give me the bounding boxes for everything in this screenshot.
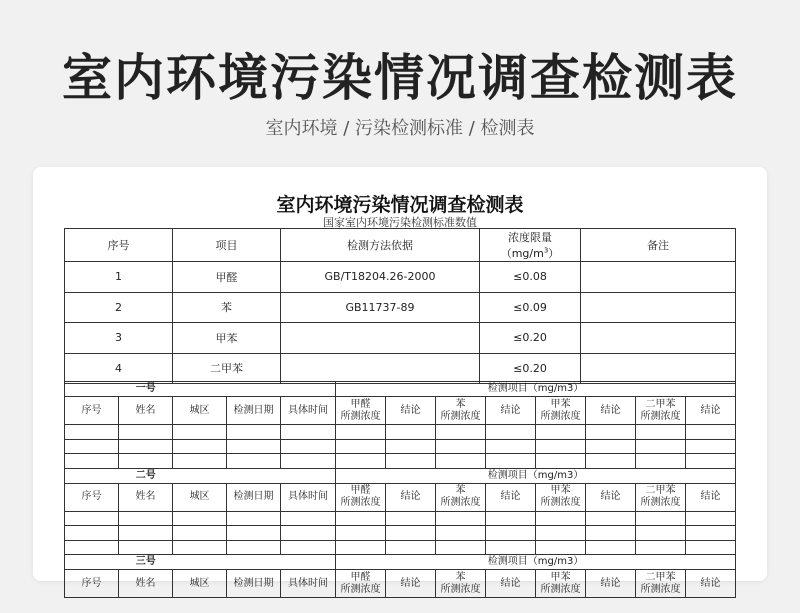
col-conclusion: 结论 xyxy=(686,397,736,425)
row-index: 3 xyxy=(65,323,173,354)
group-header-row xyxy=(65,397,736,425)
blank-row xyxy=(65,425,736,440)
blank-row xyxy=(65,540,736,555)
col-conclusion: 结论 xyxy=(486,397,536,425)
col-date: 检测日期 xyxy=(227,570,281,598)
row-note xyxy=(581,292,736,323)
group-items-label: 检测项目（mg/m3） xyxy=(336,468,736,483)
blank-row xyxy=(65,511,736,526)
table-row xyxy=(65,262,736,293)
header-method: 检测方法依据 xyxy=(281,229,480,262)
col-toluene xyxy=(536,483,586,511)
col-name: 姓名 xyxy=(119,570,173,598)
col-formaldehyde xyxy=(336,397,386,425)
row-note xyxy=(581,353,736,384)
col-formaldehyde-l2: 所测浓度 xyxy=(340,497,381,508)
col-benzene-l2: 所测浓度 xyxy=(440,497,481,508)
row-index: 1 xyxy=(65,262,173,293)
header-limit-sup: 3 xyxy=(543,246,549,255)
standards-header-row xyxy=(65,229,736,262)
col-index: 序号 xyxy=(65,483,119,511)
col-conclusion: 结论 xyxy=(486,570,536,598)
standards-table xyxy=(64,228,736,384)
table-row xyxy=(65,292,736,323)
col-toluene-l1: 甲苯 xyxy=(550,485,571,496)
col-xylene-l1: 二甲苯 xyxy=(645,485,676,496)
col-xylene xyxy=(636,483,686,511)
col-index: 序号 xyxy=(65,570,119,598)
col-district: 城区 xyxy=(173,397,227,425)
col-time: 具体时间 xyxy=(281,397,336,425)
col-conclusion: 结论 xyxy=(586,483,636,511)
col-toluene xyxy=(536,397,586,425)
col-benzene-l2: 所测浓度 xyxy=(440,410,481,422)
col-conclusion: 结论 xyxy=(686,570,736,598)
table-row xyxy=(65,323,736,354)
col-time: 具体时间 xyxy=(281,570,336,598)
col-xylene xyxy=(636,397,686,425)
hero-subtitle: 室内环境 / 污染检测标准 / 检测表 xyxy=(265,118,535,139)
col-toluene-l2: 所测浓度 xyxy=(540,410,581,422)
blank-row xyxy=(65,454,736,469)
col-formaldehyde-l2: 所测浓度 xyxy=(340,410,381,422)
row-method: GB/T18204.26-2000 xyxy=(281,262,480,293)
col-benzene-l2: 所测浓度 xyxy=(440,583,481,595)
col-conclusion: 结论 xyxy=(586,570,636,598)
col-benzene-l1: 苯 xyxy=(455,571,466,583)
col-formaldehyde xyxy=(336,570,386,598)
col-xylene-l1: 二甲苯 xyxy=(645,571,676,583)
row-index: 2 xyxy=(65,292,173,323)
detection-groups-table xyxy=(64,381,736,598)
col-xylene-l1: 二甲苯 xyxy=(645,398,676,410)
col-conclusion: 结论 xyxy=(486,483,536,511)
col-toluene xyxy=(536,570,586,598)
col-benzene xyxy=(436,570,486,598)
group-name: 三号 xyxy=(65,555,227,570)
hero-title: 室内环境污染情况调查检测表 xyxy=(62,49,738,107)
col-conclusion: 结论 xyxy=(386,397,436,425)
row-limit: ≤0.20 xyxy=(480,323,581,354)
col-benzene-l1: 苯 xyxy=(455,398,466,410)
col-xylene xyxy=(636,570,686,598)
col-formaldehyde-l1: 甲醛 xyxy=(350,485,371,496)
header-note: 备注 xyxy=(581,229,736,262)
header-limit-suffix: ） xyxy=(548,247,560,260)
col-conclusion: 结论 xyxy=(386,483,436,511)
col-formaldehyde-l1: 甲醛 xyxy=(350,398,371,410)
blank-row xyxy=(65,526,736,541)
row-note xyxy=(581,262,736,293)
col-conclusion: 结论 xyxy=(686,483,736,511)
group-items-label: 检测项目（mg/m3） xyxy=(336,555,736,570)
row-item: 苯 xyxy=(173,292,281,323)
group-name: 一号 xyxy=(65,382,227,397)
header-limit xyxy=(480,229,581,262)
document-subtitle: 国家室内环境污染检测标准数值 xyxy=(323,216,477,229)
header-limit-prefix: 浓度限量（mg/m xyxy=(500,231,552,260)
row-index: 4 xyxy=(65,353,173,384)
row-limit: ≤0.20 xyxy=(480,353,581,384)
row-item: 甲苯 xyxy=(173,323,281,354)
group-name-fill xyxy=(227,555,336,570)
table-row xyxy=(65,353,736,384)
row-note xyxy=(581,323,736,354)
col-conclusion: 结论 xyxy=(386,570,436,598)
row-limit: ≤0.08 xyxy=(480,262,581,293)
col-name: 姓名 xyxy=(119,483,173,511)
col-time: 具体时间 xyxy=(281,483,336,511)
col-xylene-l2: 所测浓度 xyxy=(640,583,681,595)
col-formaldehyde xyxy=(336,483,386,511)
group-title-row xyxy=(65,468,736,483)
group-name: 二号 xyxy=(65,468,227,483)
header-index: 序号 xyxy=(65,229,173,262)
col-district: 城区 xyxy=(173,483,227,511)
group-header-row xyxy=(65,570,736,598)
col-benzene xyxy=(436,397,486,425)
col-date: 检测日期 xyxy=(227,483,281,511)
row-method: GB11737-89 xyxy=(281,292,480,323)
row-item: 甲醛 xyxy=(173,262,281,293)
group-name-fill xyxy=(227,382,336,397)
col-name: 姓名 xyxy=(119,397,173,425)
row-limit: ≤0.09 xyxy=(480,292,581,323)
group-title-row xyxy=(65,555,736,570)
col-index: 序号 xyxy=(65,397,119,425)
col-date: 检测日期 xyxy=(227,397,281,425)
col-xylene-l2: 所测浓度 xyxy=(640,497,681,508)
col-benzene-l1: 苯 xyxy=(455,485,466,496)
row-method xyxy=(281,353,480,384)
group-name-fill xyxy=(227,468,336,483)
col-toluene-l1: 甲苯 xyxy=(550,571,571,583)
blank-row xyxy=(65,439,736,454)
col-formaldehyde-l1: 甲醛 xyxy=(350,571,371,583)
group-items-label: 检测项目（mg/m3） xyxy=(336,382,736,397)
col-formaldehyde-l2: 所测浓度 xyxy=(340,583,381,595)
document-title: 室内环境污染情况调查检测表 xyxy=(276,194,524,216)
document-card xyxy=(33,167,767,595)
col-toluene-l2: 所测浓度 xyxy=(540,497,581,508)
col-xylene-l2: 所测浓度 xyxy=(640,410,681,422)
col-district: 城区 xyxy=(173,570,227,598)
row-method xyxy=(281,323,480,354)
col-benzene xyxy=(436,483,486,511)
group-header-row xyxy=(65,483,736,511)
group-title-row xyxy=(65,382,736,397)
col-toluene-l1: 甲苯 xyxy=(550,398,571,410)
header-item: 项目 xyxy=(173,229,281,262)
col-toluene-l2: 所测浓度 xyxy=(540,583,581,595)
row-item: 二甲苯 xyxy=(173,353,281,384)
col-conclusion: 结论 xyxy=(586,397,636,425)
